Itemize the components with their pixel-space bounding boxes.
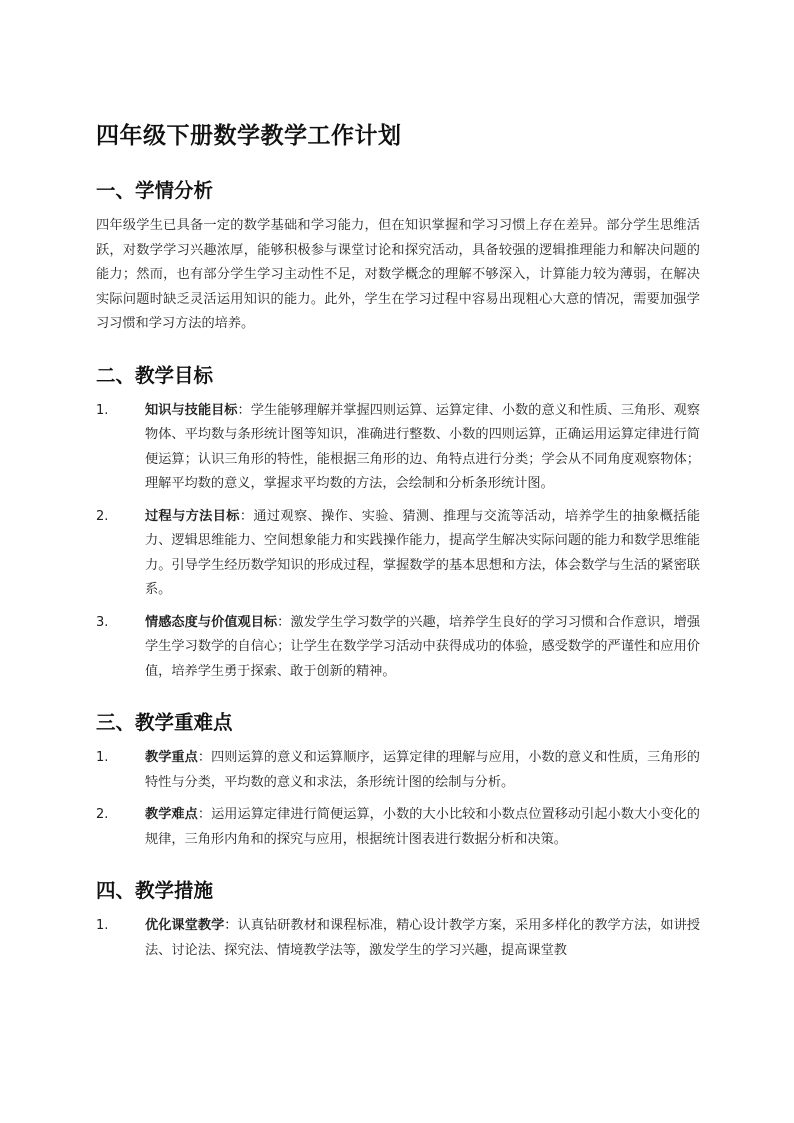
list-text: ：认真钻研教材和课程标准，精心设计教学方案，采用多样化的教学方法，如讲授法、讨论法、探究法、情境教学法等，激发学生的学习兴趣，提高课堂教 bbox=[145, 918, 701, 958]
section-teaching-measures bbox=[96, 876, 700, 963]
list-term: 优化课堂教学 bbox=[145, 918, 225, 933]
list-term: 知识与技能目标 bbox=[145, 402, 238, 418]
list-text: ：四则运算的意义和运算顺序，运算定律的理解与应用，小数的意义和性质，三角形的特性与分类，平均数的意义和求法，条形统计图的绘制与分析。 bbox=[145, 750, 700, 790]
list-item bbox=[96, 611, 700, 685]
section-student-analysis bbox=[96, 176, 700, 337]
goals-list bbox=[96, 399, 700, 685]
section-paragraph: 四年级学生已具备一定的数学基础和学习能力，但在知识掌握和学习习惯上存在差异。部分学生思维活跃，对数学学习兴趣浓厚，能够积极参与课堂讨论和探究活动，具备较强的逻辑推理能力和解决问题的能力；然而，也有部分学生学习主动性不足，对数学概念的理解不够深入，计算能力较为薄弱，在解决实际问题时缺乏灵活运用知识的能力。此外，学生在学习过程中容易出现粗心大意的情况，需要加强学习习惯和学习方法的培养。 bbox=[96, 218, 700, 331]
list-item bbox=[96, 914, 700, 963]
section-teaching-goals bbox=[96, 361, 700, 685]
list-item bbox=[96, 803, 700, 852]
list-number: 1. bbox=[96, 750, 109, 765]
list-item bbox=[96, 505, 700, 603]
list-number: 1. bbox=[96, 402, 109, 418]
section-heading: 二、教学目标 bbox=[96, 363, 214, 387]
section-heading: 四、教学措施 bbox=[96, 879, 214, 902]
list-text: ：通过观察、操作、实验、猜测、推理与交流等活动，培养学生的抽象概括能力、逻辑思维能力、空间想象能力和实践操作能力，提高学生解决实际问题的能力和数学思维能力。引导学生经历数学知识的形成过程，掌握数学的基本思想和方法，体会数学与生活的紧密联系。 bbox=[145, 508, 701, 597]
list-number: 3. bbox=[96, 614, 109, 630]
key-points-list bbox=[96, 746, 700, 852]
section-heading: 三、教学重难点 bbox=[96, 711, 233, 734]
section-key-difficulties bbox=[96, 708, 700, 852]
document-page bbox=[96, 118, 700, 987]
list-item bbox=[96, 746, 700, 795]
list-number: 2. bbox=[96, 508, 109, 524]
document-title: 四年级下册数学教学工作计划 bbox=[96, 123, 402, 149]
list-term: 过程与方法目标 bbox=[145, 508, 240, 524]
list-text: ：学生能够理解并掌握四则运算、运算定律、小数的意义和性质、三角形、观察物体、平均数与条形统计图等知识，准确进行整数、小数的四则运算，正确运用运算定律进行简便运算；认识三角形的特性，能根据三角形的边、角特点进行分类；学会从不同角度观察物体；理解平均数的意义，掌握求平均数的方法，会绘制和分析条形统计图。 bbox=[145, 402, 701, 491]
list-term: 教学重点 bbox=[145, 750, 198, 765]
list-number: 2. bbox=[96, 807, 109, 822]
list-text: ：激发学生学习数学的兴趣，培养学生良好的学习习惯和合作意识，增强学生学习数学的自信心；让学生在数学学习活动中获得成功的体验，感受数学的严谨性和应用价值，培养学生勇于探索、敢于创新的精神。 bbox=[145, 614, 701, 679]
list-term: 情感态度与价值观目标 bbox=[145, 614, 278, 630]
list-item bbox=[96, 399, 700, 497]
list-text: ：运用运算定律进行简便运算，小数的大小比较和小数点位置移动引起小数大小变化的规律，三角形内角和的探究与应用，根据统计图表进行数据分析和决策。 bbox=[145, 807, 700, 847]
list-number: 1. bbox=[96, 918, 109, 933]
list-term: 教学难点 bbox=[145, 807, 198, 822]
section-heading: 一、学情分析 bbox=[96, 179, 214, 202]
measures-list bbox=[96, 914, 700, 963]
